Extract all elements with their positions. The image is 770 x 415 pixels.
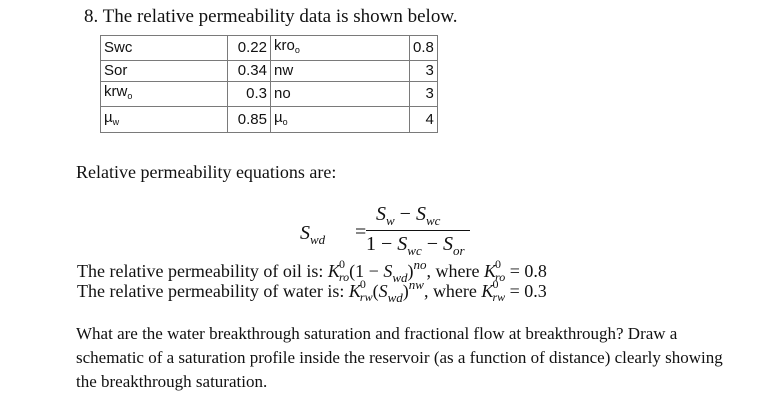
eq-subscript: ro: [338, 270, 350, 284]
eq-subscript: wc: [407, 243, 422, 258]
cell-label: kro: [274, 37, 295, 54]
table-cell: Sor: [101, 61, 228, 82]
table-cell: [271, 36, 410, 61]
table-cell: 3: [410, 61, 438, 82]
question-header: 8. The relative permeability data is shown below.: [84, 6, 458, 27]
eq-text: (: [372, 281, 379, 301]
eq-subscript: rw: [492, 290, 506, 304]
eq-operator: −: [421, 233, 444, 255]
line-text: The relative permeability of oil is:: [77, 261, 328, 281]
eq-text: , where: [423, 281, 482, 301]
eq-value: = 0.3: [505, 281, 547, 301]
equation-denominator: [366, 233, 465, 259]
table-cell: nw: [271, 61, 410, 82]
cell-sub: o: [127, 91, 133, 101]
eq-symbol: K: [348, 281, 361, 301]
equation-numerator: [376, 203, 440, 229]
eq-subscript: or: [453, 243, 465, 258]
table-row: [101, 82, 438, 107]
cell-sub: o: [282, 116, 288, 127]
eq-symbol: S: [300, 222, 310, 244]
table-row: [101, 107, 438, 133]
eq-subscript: wc: [425, 213, 441, 228]
question-text: What are the water breakthrough saturation and fractional flow at breakthrough? Draw a schematic of a saturation profile inside the reservoir (as a function of distance) clearly showing the breakthrough saturation.: [76, 324, 723, 391]
eq-exponent: nw: [408, 277, 424, 292]
eq-subscript: ro: [495, 270, 506, 284]
eq-symbol: K: [327, 261, 340, 281]
table-cell: 0.3: [228, 82, 271, 107]
eq-symbol: K: [481, 281, 494, 301]
cell-sub: o: [294, 45, 300, 55]
table-cell: 0.34: [228, 61, 271, 82]
water-permeability-line: [77, 277, 547, 306]
eq-symbol: S: [383, 261, 393, 281]
eq-symbol: S: [415, 203, 426, 225]
table-cell: 0.22: [228, 36, 271, 61]
eq-subscript: wd: [310, 232, 326, 247]
eq-subscript: wd: [387, 290, 403, 305]
eq-symbol: S: [443, 233, 454, 255]
table-cell: 0.8: [410, 36, 438, 61]
table-cell: 4: [410, 107, 438, 133]
cell-label: µ: [104, 108, 113, 126]
eq-symbol: S: [376, 203, 386, 225]
eq-text: , where: [426, 261, 484, 281]
eq-exponent: no: [413, 257, 427, 272]
eq-superscript: 0: [495, 257, 501, 271]
cell-label: krw: [104, 83, 128, 100]
eq-text: ): [407, 261, 414, 281]
fraction-bar: [366, 230, 470, 231]
table-cell: Swc: [101, 36, 228, 61]
data-table: [100, 35, 438, 133]
line-text: The relative permeability of water is:: [77, 281, 349, 301]
table-cell: [101, 107, 228, 133]
table-cell: 3: [410, 82, 438, 107]
eq-superscript: 0: [338, 257, 345, 271]
eq-value: = 0.8: [505, 261, 547, 281]
table-row: [101, 61, 438, 82]
eq-subscript: w: [386, 213, 395, 228]
eq-text: (1 −: [349, 261, 384, 281]
eq-operator: −: [394, 203, 416, 225]
cell-sub: w: [112, 116, 120, 127]
eq-superscript: 0: [359, 277, 366, 291]
eq-subscript: wd: [392, 270, 408, 285]
table-cell: [271, 107, 410, 133]
eq-subscript: rw: [359, 290, 373, 304]
table-cell: [101, 82, 228, 107]
table-cell: 0.85: [228, 107, 271, 133]
eq-symbol: S: [378, 281, 388, 301]
eq-operator: 1 −: [366, 233, 398, 255]
equation-equals: =: [355, 221, 367, 243]
table-cell: no: [271, 82, 410, 107]
equations-intro: Relative permeability equations are:: [76, 162, 337, 182]
eq-text: ): [402, 281, 409, 301]
eq-symbol: K: [483, 261, 496, 281]
eq-symbol: S: [397, 233, 408, 255]
cell-label: µ: [274, 108, 283, 126]
eq-superscript: 0: [492, 277, 499, 291]
equation-lhs: [300, 222, 325, 248]
table-row: [101, 36, 438, 61]
